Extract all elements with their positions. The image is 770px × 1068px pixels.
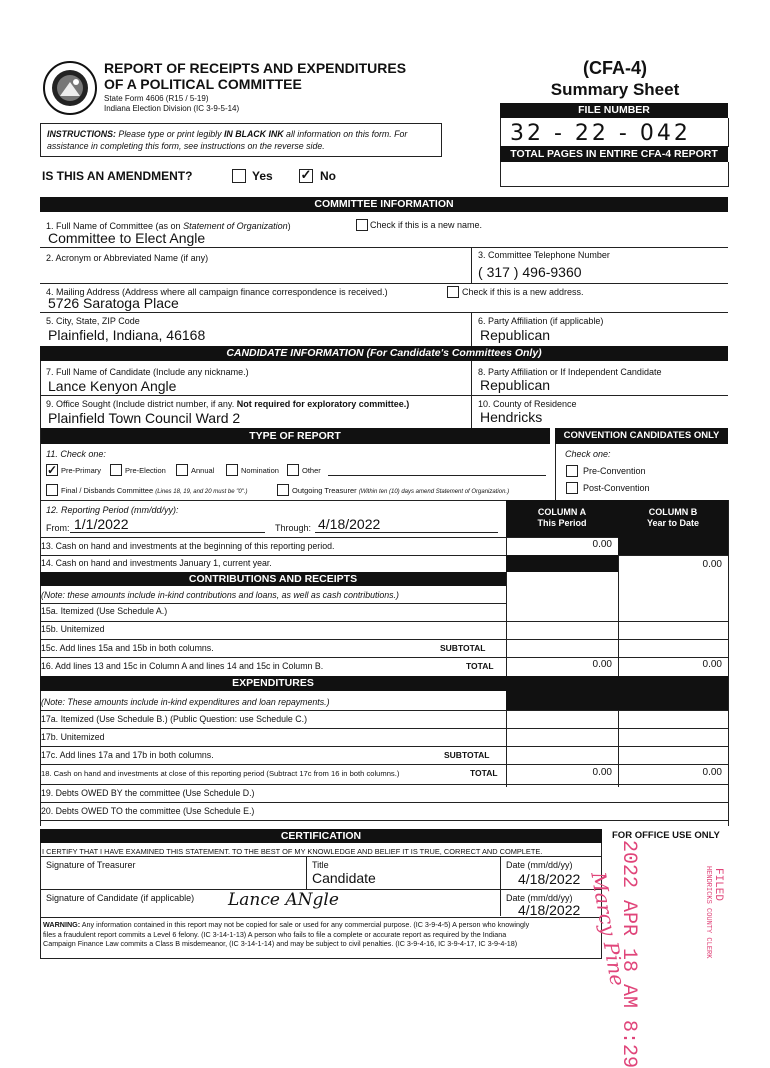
line-13-col-a: 0.00 — [592, 539, 612, 550]
through-value: 4/18/2022 — [318, 516, 381, 532]
line-18-col-b: 0.00 — [702, 767, 722, 778]
line-13-label: 13. Cash on hand and investments at the beginning of this reporting period. — [41, 541, 335, 551]
candidate-party-value: Republican — [480, 377, 551, 393]
outgoing-treasurer-checkbox[interactable] — [277, 484, 289, 496]
line-14-col-b: 0.00 — [702, 559, 722, 570]
amendment-no-checkbox[interactable]: ✓ — [300, 167, 312, 182]
post-convention-checkbox[interactable] — [566, 482, 578, 494]
division-name: Indiana Election Division (IC 3-9-5-14) — [104, 104, 240, 113]
other-checkbox[interactable] — [287, 464, 299, 476]
column-b-header: COLUMN B Year to Date — [618, 500, 728, 537]
contributions-note: (Note: these amounts include in-kind contributions and loans, as well as cash contributions.) — [41, 590, 399, 600]
report-type-title: TYPE OF REPORT — [40, 428, 550, 444]
check-one-label: 11. Check one: — [46, 449, 106, 459]
office-sought-label: 9. Office Sought (Include district number, if any. Not required for exploratory committee.) — [46, 399, 410, 409]
date-label-2: Date (mm/dd/yy) — [506, 893, 573, 903]
candidate-signature-label: Signature of Candidate (if applicable) — [46, 893, 195, 903]
acronym-label: 2. Acronym or Abbreviated Name (if any) — [46, 253, 209, 263]
new-address-checkbox[interactable] — [447, 286, 459, 298]
amendment-yes-label: Yes — [252, 169, 273, 183]
nomination-label: Nomination — [241, 466, 279, 475]
total-18-label: TOTAL — [470, 768, 498, 778]
through-label: Through: — [275, 523, 312, 533]
date-value-1: 4/18/2022 — [518, 871, 581, 887]
total-16-label: TOTAL — [466, 661, 494, 671]
post-convention-label: Post-Convention — [583, 483, 650, 493]
form-code: (CFA-4) — [583, 58, 647, 78]
line-15b-label: 15b. Unitemized — [41, 624, 105, 634]
state-seal-icon — [42, 60, 98, 116]
candidate-party-label: 8. Party Affiliation or If Independent Candidate — [478, 367, 662, 377]
committee-name-value: Committee to Elect Angle — [48, 230, 206, 246]
amendment-question: IS THIS AN AMENDMENT? — [42, 169, 193, 183]
city-label: 5. City, State, ZIP Code — [46, 316, 140, 326]
subtotal-15c-label: SUBTOTAL — [440, 643, 486, 653]
candidate-name-label: 7. Full Name of Candidate (Include any nickname.) — [46, 367, 249, 377]
pre-convention-label: Pre-Convention — [583, 466, 646, 476]
line-18-col-a: 0.00 — [592, 767, 612, 778]
convention-check-one: Check one: — [565, 449, 611, 459]
phone-value: ( 317 ) 496-9360 — [478, 264, 582, 280]
pre-primary-checkbox[interactable]: ✓ — [47, 463, 58, 477]
pre-primary-label: Pre-Primary — [61, 466, 102, 475]
candidate-signature: Lance ANgle — [228, 890, 339, 910]
convention-title: CONVENTION CANDIDATES ONLY — [555, 428, 728, 444]
mailing-address-label: 4. Mailing Address (Address where all campaign finance correspondence is received.) — [46, 287, 388, 297]
expenditures-title: EXPENDITURES — [40, 676, 506, 691]
line-15c-label: 15c. Add lines 15a and 15b in both columns. — [41, 643, 214, 653]
nomination-checkbox[interactable] — [226, 464, 238, 476]
phone-label: 3. Committee Telephone Number — [478, 250, 610, 260]
date-stamp: 2022 APR 18 AM 8:29 — [617, 840, 640, 1068]
pre-election-checkbox[interactable] — [110, 464, 122, 476]
clerk-initials: Marcy Pine — [586, 870, 631, 988]
line-16-col-a: 0.00 — [592, 659, 612, 670]
line-16-col-b: 0.00 — [702, 659, 722, 670]
contributions-title: CONTRIBUTIONS AND RECEIPTS — [40, 572, 506, 586]
instructions-box: INSTRUCTIONS: Please type or print legibly IN BLACK INK all information on this form. For assistance in completing this form, see instructions on the reverse side. — [40, 123, 442, 157]
office-name-stamp: HENDRICKS COUNTY CLERK — [704, 866, 712, 959]
form-number: State Form 4606 (R15 / 5-19) — [104, 94, 209, 103]
line-18-label: 18. Cash on hand and investments at close of this reporting period (Subtract 17c from 16 in both columns.) — [41, 769, 400, 778]
warning-text: WARNING: Any information contained in this report may not be copied for sale or used for any commercial purpose. (IC 3-9-4-5) A person who knowingly files a fraudulent report commits a Level 6 felony. (IC 3-14-1-13) A person who fails to file a complete or accurate report as required by the Indiana Campaign Finance Law commits a Class B misdemeanor, (IC 3-14-1-14) and may be subject to civil penalties. (IC 3-9-4-16, IC 3-9-4-17, IC 3-9-4-18) — [43, 920, 530, 949]
party-value: Republican — [480, 327, 551, 343]
date-label-1: Date (mm/dd/yy) — [506, 860, 573, 870]
column-a-header: COLUMN A This Period — [506, 500, 618, 537]
line-16-label: 16. Add lines 13 and 15c in Column A and lines 14 and 15c in Column B. — [41, 661, 324, 671]
party-label: 6. Party Affiliation (if applicable) — [478, 316, 604, 326]
county-label: 10. County of Residence — [478, 399, 577, 409]
pre-election-label: Pre-Election — [125, 466, 166, 475]
county-value: Hendricks — [480, 409, 543, 425]
report-title-line1: REPORT OF RECEIPTS AND EXPENDITURES — [104, 60, 407, 76]
subtotal-17c-label: SUBTOTAL — [444, 750, 490, 760]
filed-stamp: FILED — [712, 868, 724, 902]
expenditures-note: (Note: These amounts include in-kind expenditures and loan repayments.) — [41, 697, 330, 707]
from-label: From: — [46, 523, 70, 533]
line-19-label: 19. Debts OWED BY the committee (Use Schedule D.) — [41, 788, 255, 798]
certification-title: CERTIFICATION — [40, 829, 602, 843]
file-number-label: FILE NUMBER — [500, 103, 728, 118]
outgoing-treasurer-label: Outgoing Treasurer (Within ten (10) days amend Statement of Organization.) — [292, 486, 510, 495]
line-20-label: 20. Debts OWED TO the committee (Use Schedule E.) — [41, 806, 255, 816]
new-address-label: Check if this is a new address. — [462, 287, 584, 297]
committee-section-title: COMMITTEE INFORMATION — [40, 197, 728, 212]
other-label: Other — [302, 466, 321, 475]
mailing-address-value: 5726 Saratoga Place — [48, 295, 179, 311]
city-value: Plainfield, Indiana, 46168 — [48, 327, 206, 343]
reporting-period-label: 12. Reporting Period (mm/dd/yy): — [46, 505, 179, 515]
instructions-lead: INSTRUCTIONS: — [47, 129, 116, 139]
annual-label: Annual — [191, 466, 215, 475]
total-pages-label: TOTAL PAGES IN ENTIRE CFA-4 REPORT — [500, 146, 728, 162]
line-17c-label: 17c. Add lines 17a and 17b in both columns. — [41, 750, 214, 760]
final-disbands-checkbox[interactable] — [46, 484, 58, 496]
treasurer-signature-label: Signature of Treasurer — [46, 860, 136, 870]
new-name-label: Check if this is a new name. — [370, 220, 483, 230]
from-value: 1/1/2022 — [74, 516, 129, 532]
instructions-line2: assistance in completing this form, see instructions on the reverse side. — [47, 141, 325, 151]
date-value-2: 4/18/2022 — [518, 902, 581, 918]
new-name-checkbox[interactable] — [356, 219, 368, 231]
report-title-line2: OF A POLITICAL COMMITTEE — [104, 76, 302, 92]
office-sought-value: Plainfield Town Council Ward 2 — [48, 410, 241, 426]
pre-convention-checkbox[interactable] — [566, 465, 578, 477]
amendment-yes-checkbox[interactable] — [232, 169, 246, 183]
title-label: Title — [312, 860, 329, 870]
annual-checkbox[interactable] — [176, 464, 188, 476]
line-15a-label: 15a. Itemized (Use Schedule A.) — [41, 606, 168, 616]
line-17a-label: 17a. Itemized (Use Schedule B.) (Public Question: use Schedule C.) — [41, 714, 307, 724]
title-value: Candidate — [312, 870, 376, 886]
file-number-value: 32 - 22 - 042 — [510, 121, 691, 146]
certification-statement: I CERTIFY THAT I HAVE EXAMINED THIS STATEMENT. TO THE BEST OF MY KNOWLEDGE AND BELIEF IT IS TRUE, CORRECT AND COMPLETE. — [42, 847, 543, 856]
total-pages-box[interactable] — [500, 162, 729, 187]
line-17b-label: 17b. Unitemized — [41, 732, 105, 742]
office-use-label: FOR OFFICE USE ONLY — [612, 830, 720, 841]
candidate-section-title: CANDIDATE INFORMATION (For Candidate's Committees Only) — [40, 346, 728, 361]
final-disbands-label: Final / Disbands Committee (Lines 18, 19, and 20 must be "0".) — [61, 486, 248, 495]
candidate-name-value: Lance Kenyon Angle — [48, 378, 177, 394]
amendment-no-label: No — [320, 169, 336, 183]
line-14-label: 14. Cash on hand and investments January 1, current year. — [41, 558, 272, 568]
committee-name-label: 1. Full Name of Committee (as on Statement of Organization) — [46, 221, 291, 231]
sheet-title: Summary Sheet — [550, 80, 680, 99]
